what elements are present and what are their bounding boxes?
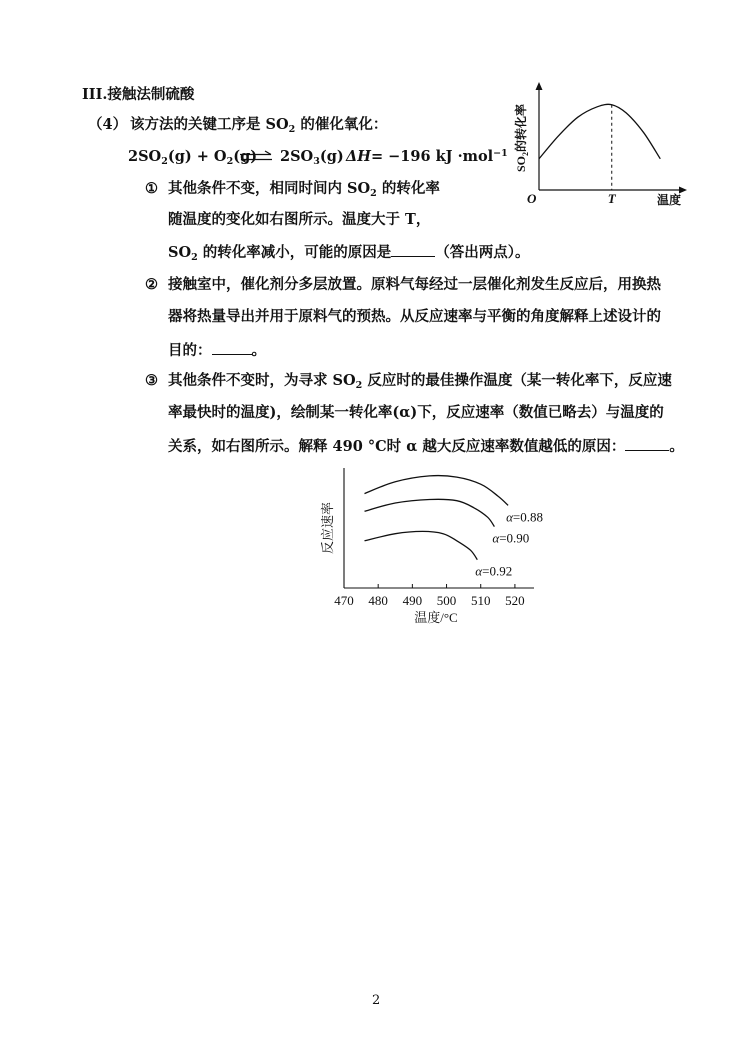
chart2-x-tick-label: 510 xyxy=(470,593,491,608)
chart1-series-curve xyxy=(539,104,660,158)
intro-text: 该方法的关键工序是 $SO_2$ 的催化氧化： xyxy=(130,116,388,135)
answer-blank-q3[interactable] xyxy=(625,438,669,451)
q1-line1: 其他条件不变，相同时间内 $SO_2$ 的转化率 xyxy=(168,180,440,199)
item-number: （4） xyxy=(88,116,128,133)
enthalpy-change: ΔH= −196 kJ ·mol$^{-1}$ xyxy=(346,148,508,165)
chart1-y-arrow-icon xyxy=(536,82,543,90)
chart2-series-curve xyxy=(365,531,478,559)
answer-blank-q2[interactable] xyxy=(212,342,252,355)
chart2-x-tick-label: 490 xyxy=(402,593,423,608)
rate-chart xyxy=(318,464,568,634)
q3-line3: 关系，如右图所示。解释 490 °C时 α 越大反应速率数值越低的原因： 。 xyxy=(168,438,684,455)
chart2-ylabel: 反应速率 xyxy=(320,501,335,555)
q2-line2: 器将热量导出并用于原料气的预热。从反应速率与平衡的角度解释上述设计的 xyxy=(168,308,661,325)
chart2-x-tick-label: 500 xyxy=(436,593,457,608)
equation-rhs: $2SO_3(g)$ xyxy=(280,148,344,167)
section-title: III.接触法制硫酸 xyxy=(82,86,195,103)
q3-line1: 其他条件不变时，为寻求 $SO_2$ 反应时的最佳操作温度（某一转化率下，反应速 xyxy=(168,372,672,391)
chart2-x-tick-label: 480 xyxy=(368,593,388,608)
chart2-x-tick-label: 520 xyxy=(505,593,525,608)
chart2-xlabel: 温度/°C xyxy=(414,610,458,625)
equation-lhs: $2SO_2(g) + O_2(g)$ xyxy=(128,148,258,167)
q2-line3: 目的： 。 xyxy=(168,342,266,359)
chart2-series-label: α=0.88 xyxy=(506,509,543,525)
chart1-origin-label: O xyxy=(527,191,537,206)
q2-line1: 接触室中，催化剂分多层放置。原料气每经过一层催化剂发生反应后，用换热 xyxy=(168,276,661,293)
q1-line2: 随温度的变化如右图所示。温度大于 T， xyxy=(168,211,431,228)
q3-line2: 率最快时的温度)，绘制某一转化率(α)下，反应速率（数值已略去）与温度的 xyxy=(168,404,664,421)
chart2-series-curve xyxy=(365,476,509,506)
chart2-series-label: α=0.90 xyxy=(492,530,530,546)
chart1-ylabel: $SO_2$的转化率 xyxy=(514,103,530,173)
chart2-x-tick-label: 470 xyxy=(334,593,354,608)
conversion-chart xyxy=(505,78,695,210)
q2-marker: ② xyxy=(145,276,158,293)
q3-marker: ③ xyxy=(145,372,158,389)
answer-blank-q1[interactable] xyxy=(391,244,435,257)
page-number: 2 xyxy=(372,993,381,1008)
chart1-x-tick-label: T xyxy=(607,191,616,206)
chart2-series-label: α=0.92 xyxy=(475,563,513,579)
reversible-arrow-icon xyxy=(238,150,274,164)
q1-line3: $SO_2$ 的转化率减小，可能的原因是 （答出两点）。 xyxy=(168,244,530,263)
chart2-series-curve xyxy=(365,499,495,526)
chart1-xlabel: 温度 xyxy=(657,193,682,207)
q1-marker: ① xyxy=(145,180,158,197)
